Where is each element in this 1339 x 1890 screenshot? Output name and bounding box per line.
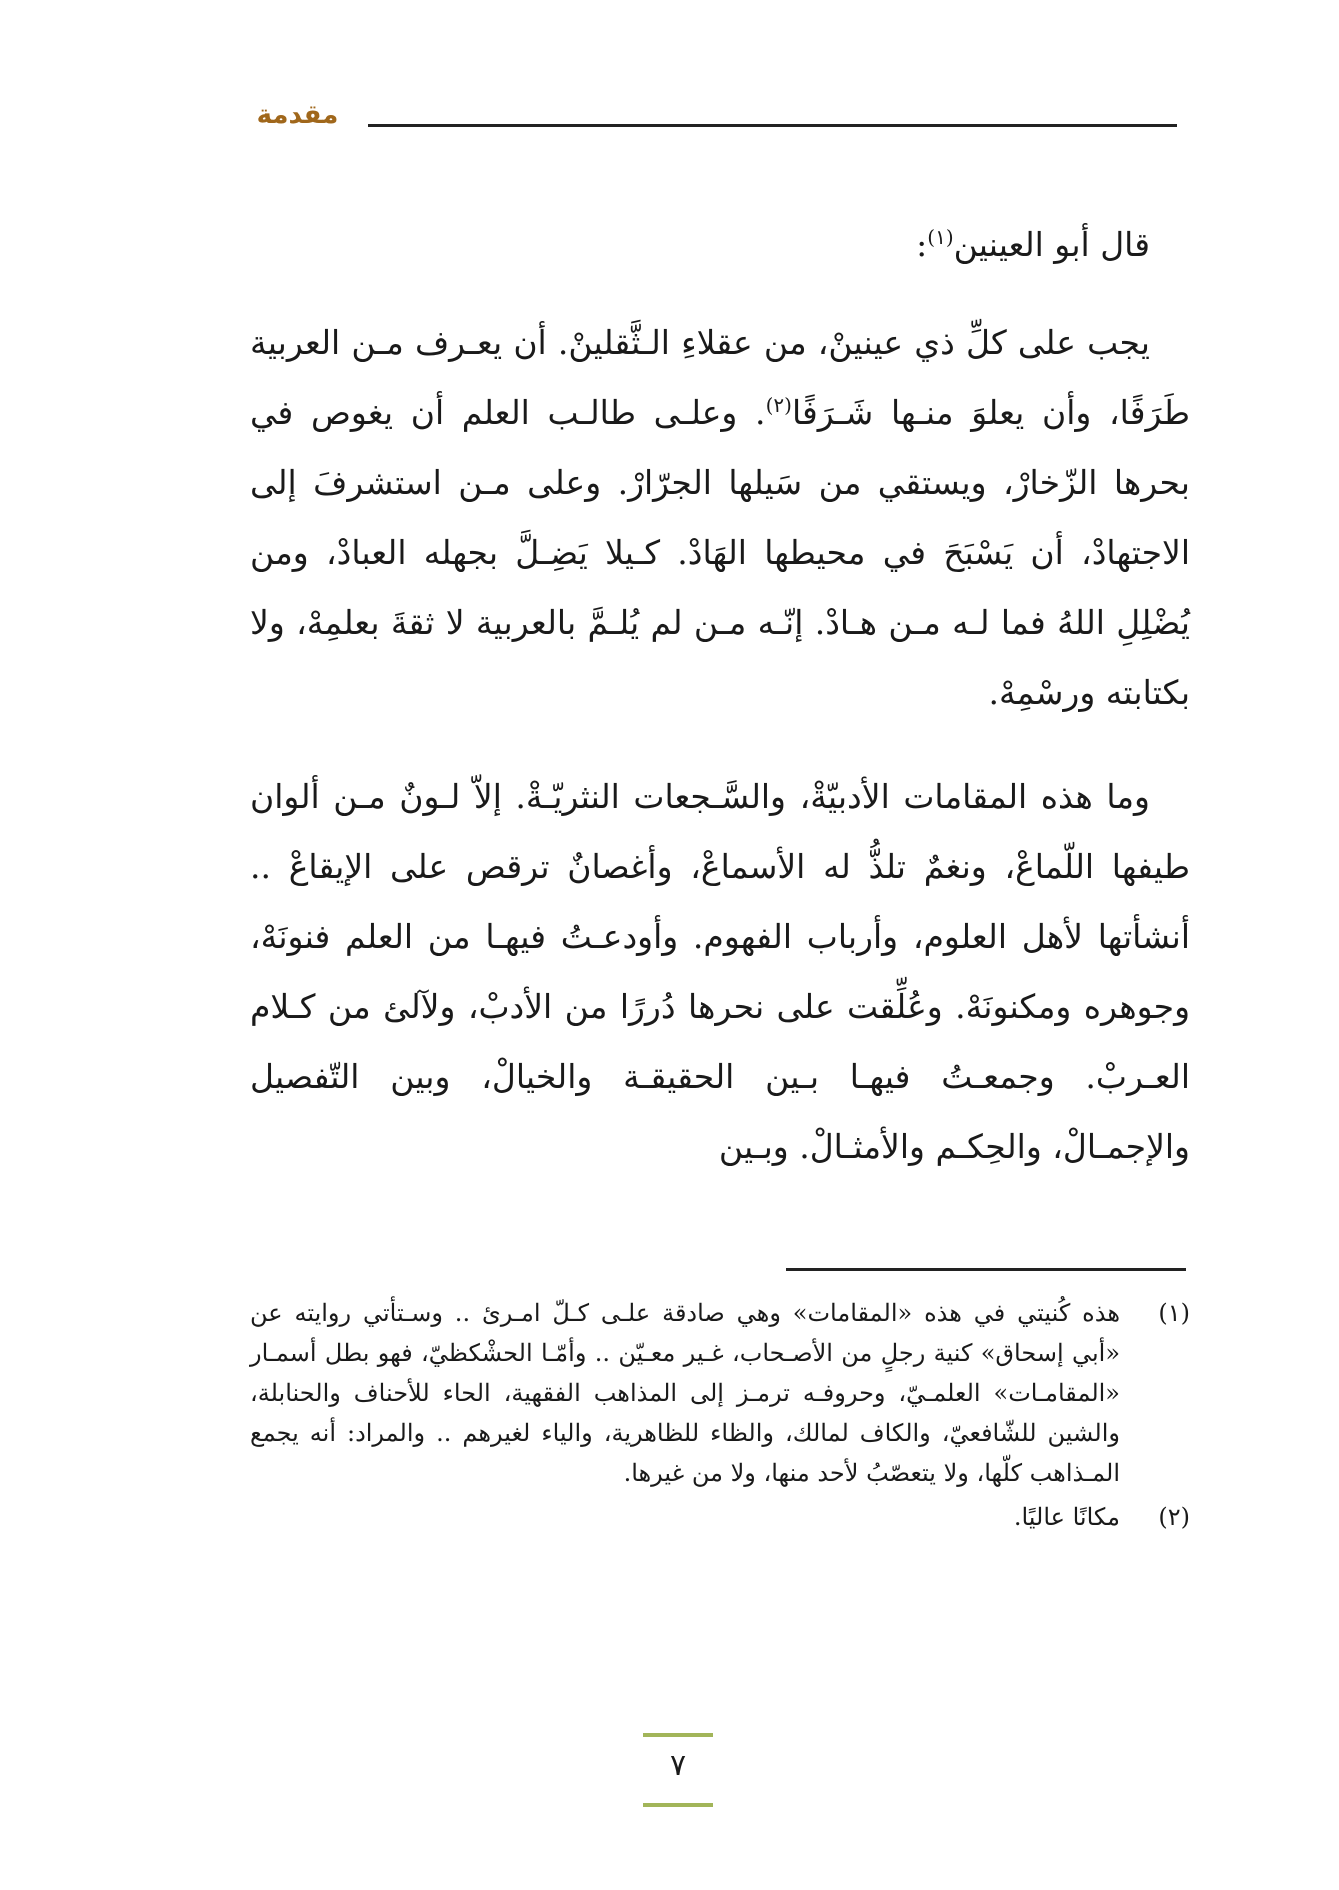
main-text [250, 210, 1190, 1216]
paragraph-1 [250, 308, 1190, 728]
footnote-2 [250, 1497, 1190, 1537]
footnote-1-number: (١) [1158, 1299, 1190, 1327]
paragraph-2: وما هذه المقامات الأدبيّةْ، والسَّـجعات النثريّـةْ. إلاّ لـونٌ مـن ألوان طيفها اللّماعْ، ونغمٌ تلذُّ له الأسماعْ، وأغصانٌ ترقص على الإيقاعْ .. أنشأتها لأهل العلوم، وأرباب الفهوم. وأودعـتُ فيهـا من العلم فنونَهْ، وجوهره ومكنونَهْ. وعُلِّقت على نحرها دُررًا من الأدبْ، ولآلئ من كـلام العـربْ. وجمعـتُ فيهـا بـين الحقيقـة والخيالْ، وبين التّفصيل والإجمـالْ، والحِكـم والأمثـالْ. وبـين [250, 777, 1190, 1166]
footnotes [250, 1293, 1190, 1541]
paragraph-1-part-a: يجب على كلِّ ذي عينينْ، من عقلاءِ الـثَّقلينْ. أن يعـرف مـن العربية طَرَفًا، وأن يعلوَ منـها شَـرَفًا [250, 323, 1190, 432]
footnote-1-text: هذه كُنيتي في هذه «المقامات» وهي صادقة علـى كـلّ امـرئ .. وسـتأتي روايته عن «أبي إسحاق» كنية رجلٍ من الأصـحاب، غـير معـيّن .. وأمّـا الحشْكظيّ، فهو بطل أسمـار «المقامـات» العلمـيّ، وحروفـه ترمـز إلى المذاهب الفقهية، الحاء للأحناف والحنابلة، والشين للشّافعيّ، والكاف لمالك، والظاء للظاهرية، والياء لغيرهم .. والمراد: أنه يجمع المـذاهب كلّها، ولا يتعصّبُ لأحد منها، ولا من غيرها. [250, 1299, 1121, 1487]
footnote-ref-1[interactable]: (١) [927, 225, 954, 249]
footnote-2-number: (٢) [1158, 1503, 1190, 1531]
page-number: ٧ [643, 1733, 713, 1807]
footnote-2-text: مكانًا عاليًا. [1013, 1503, 1120, 1531]
header-rule [368, 124, 1177, 127]
paragraph-1-part-b: . وعلـى طالـب العلم أن يغوص في بحرها الزّخارْ، ويستقي من سَيلها الجرّارْ. وعلى مـن استشرفَ إلى الاجتهادْ، أن يَسْبَحَ في محيطها الهَادْ. كـيلا يَضِـلَّ بجهله العبادْ، ومن يُضْلِلِ اللهُ فما لـه مـن هـادْ. إنّـه مـن لم يُلـمَّ بالعربية لا ثقةَ بعلمِهْ، ولا بكتابته ورسْمِهْ. [250, 393, 1190, 712]
running-header [240, 100, 1185, 140]
header-title: مقدمة [256, 100, 339, 130]
intro-line [250, 210, 1190, 280]
footnote-1 [250, 1293, 1190, 1493]
intro-colon: : [916, 225, 928, 264]
footnote-separator [786, 1268, 1186, 1271]
intro-text: قال أبو العينين [953, 225, 1150, 264]
footnote-ref-2[interactable]: (٢) [765, 393, 792, 417]
